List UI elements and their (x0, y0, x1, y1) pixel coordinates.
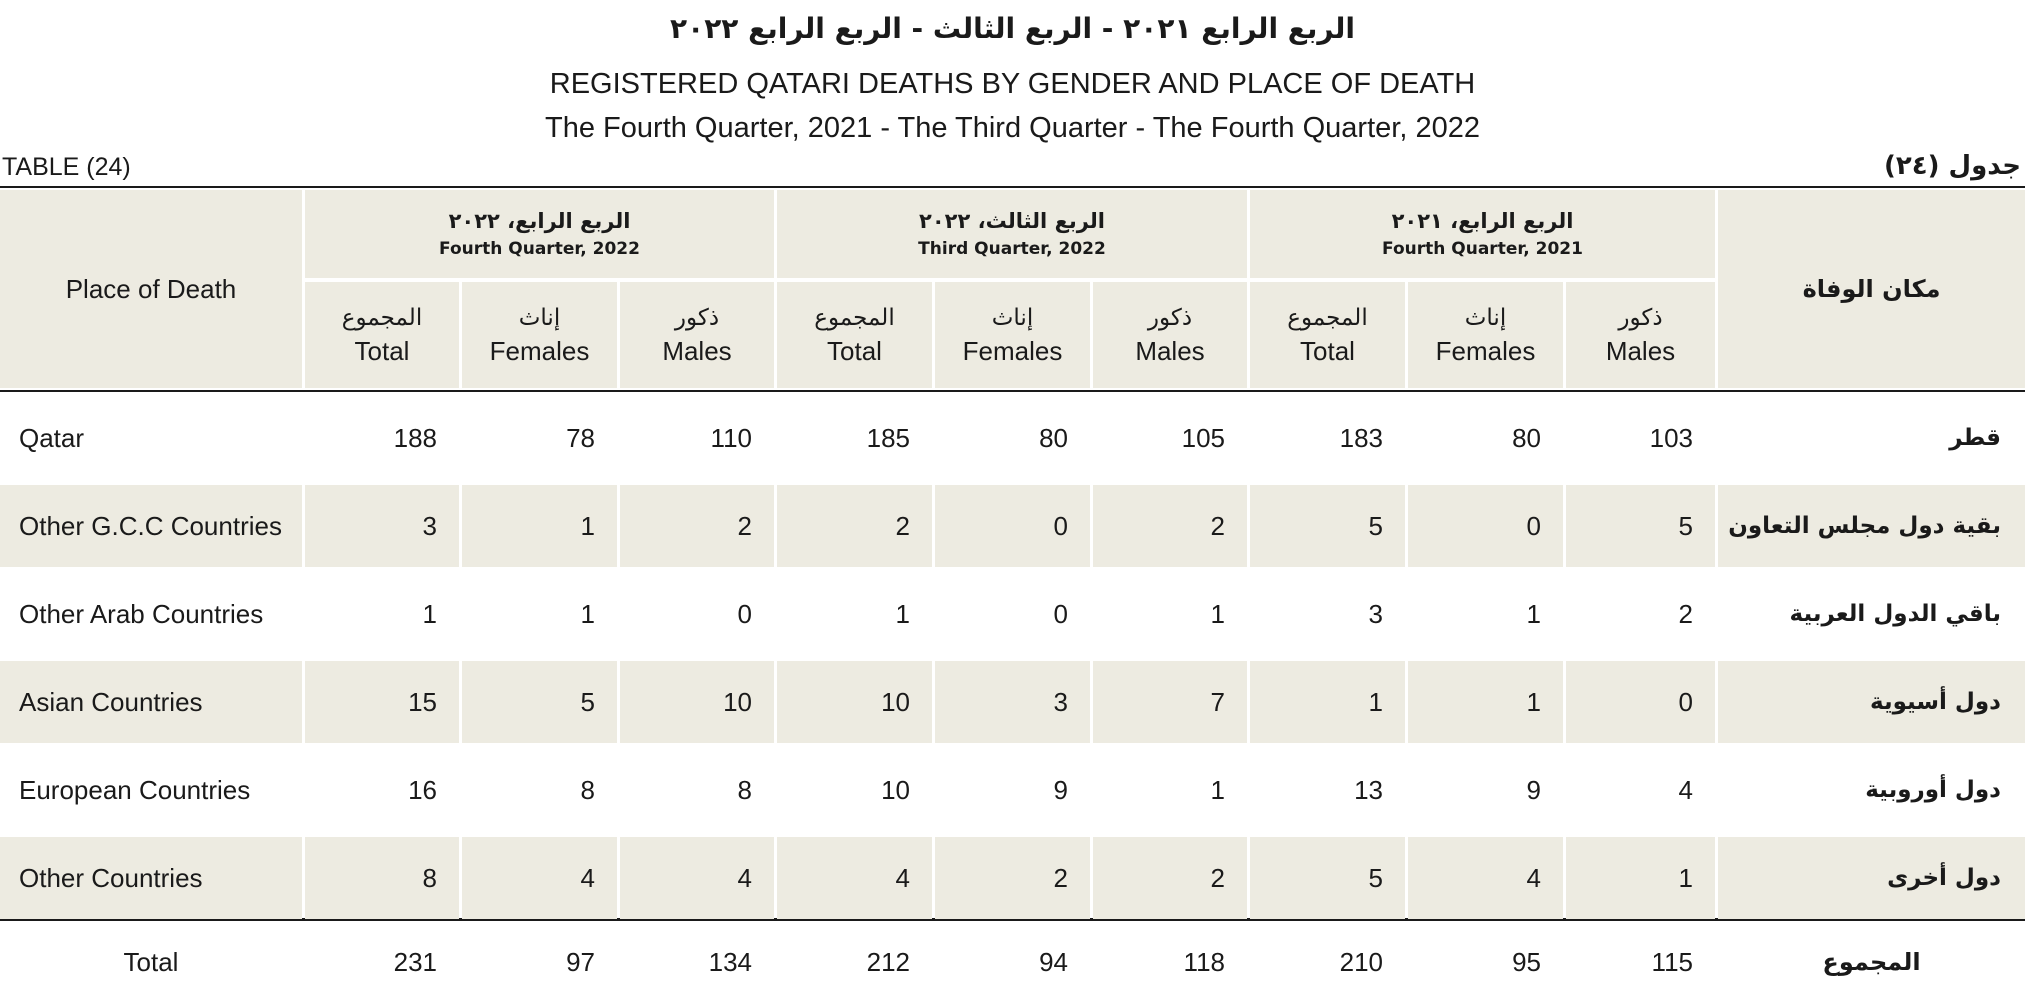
table-cell: 1 (1210, 598, 1225, 629)
column-label: Males (1605, 336, 1676, 366)
table-cell: 4 (1408, 837, 1563, 919)
total-cell: 118 (1183, 946, 1225, 977)
row-label-arabic-gcc: بقية دول مجلس التعاون (1718, 485, 2025, 567)
column-header-females (1408, 282, 1563, 388)
quarter-label-arabic: الربع الرابع، ٢٠٢١ (1391, 209, 1574, 233)
table-cell: 5 (462, 661, 617, 743)
table-cell: 4 (462, 837, 617, 919)
table-cell: 0 (1053, 598, 1068, 629)
table-number: TABLE (24) (2, 153, 131, 181)
total-cell: 115 (1651, 946, 1693, 977)
table-cell: 80 (1512, 422, 1541, 453)
table-cell: 0 (935, 485, 1090, 567)
table-number-arabic: جدول (٢٤) (1883, 151, 2021, 181)
table-cell: 2 (1093, 485, 1247, 567)
table-cell: 2 (935, 837, 1090, 919)
row-label-qatar: Qatar (19, 422, 85, 453)
table-cell: 1 (1408, 661, 1563, 743)
table-cell: 78 (566, 422, 595, 453)
total-cell: 212 (866, 946, 910, 977)
table-cell: 1 (1526, 598, 1541, 629)
table-top-rule (0, 186, 2025, 188)
table-cell: 1 (1210, 774, 1225, 805)
total-row-label: Total (123, 946, 179, 977)
row-label-arabic-arab: باقي الدول العربية (1789, 601, 2001, 627)
table-cell: 0 (737, 598, 752, 629)
table-cell: 3 (305, 485, 459, 567)
column-label-arabic: المجموع (1287, 305, 1368, 331)
column-header-males (1093, 282, 1247, 388)
table-cell: 10 (881, 774, 910, 805)
column-label: Females (962, 336, 1063, 366)
table-cell: 0 (1566, 661, 1715, 743)
row-label-other: Other Countries (0, 837, 302, 919)
table-cell: 5 (1250, 485, 1405, 567)
quarter-header-q4-2022 (305, 190, 774, 278)
column-label-arabic: ذكور (1147, 305, 1193, 331)
table-cell: 185 (866, 422, 910, 453)
column-label-arabic: المجموع (341, 305, 423, 331)
table-cell: 1 (580, 598, 595, 629)
column-label: Total (1300, 336, 1355, 366)
table-cell: 188 (393, 422, 437, 453)
quarter-header-q4-2021 (1250, 190, 1715, 278)
column-label: Total (354, 336, 410, 366)
column-header-total (305, 282, 459, 388)
row-label-european: European Countries (19, 774, 251, 805)
table-cell: 105 (1181, 422, 1225, 453)
quarter-label: Fourth Quarter, 2021 (1382, 239, 1583, 259)
table-cell: 8 (737, 774, 752, 805)
quarter-label-arabic: الربع الثالث، ٢٠٢٢ (919, 209, 1105, 233)
column-label-arabic: ذكور (1618, 305, 1663, 331)
table-cell: 2 (1093, 837, 1247, 919)
table-cell: 2 (620, 485, 774, 567)
table-cell: 1 (462, 485, 617, 567)
table-cell: 1 (895, 598, 910, 629)
column-header-females (935, 282, 1090, 388)
table-cell: 3 (1368, 598, 1383, 629)
table-cell: 13 (1354, 774, 1383, 805)
table-cell: 15 (305, 661, 459, 743)
total-cell: 94 (1039, 946, 1068, 977)
quarter-label: Fourth Quarter, 2022 (439, 239, 640, 259)
table-cell: 4 (1678, 774, 1693, 805)
row-label-arabic-qatar: قطر (1949, 425, 2001, 451)
table-cell: 9 (1053, 774, 1068, 805)
row-label-arabic-other: دول أخرى (1718, 837, 2025, 919)
table-cell: 4 (620, 837, 774, 919)
table-cell: 16 (408, 774, 437, 805)
column-label: Males (662, 336, 732, 366)
header-bottom-rule (0, 390, 2025, 392)
row-label-arab: Other Arab Countries (19, 598, 264, 629)
column-header-males (620, 282, 774, 388)
table-cell: 2 (777, 485, 932, 567)
table-cell: 8 (305, 837, 459, 919)
table-cell: 8 (580, 774, 595, 805)
table-cell: 10 (620, 661, 774, 743)
quarter-header-q3-2022 (777, 190, 1247, 278)
column-label-arabic: المجموع (814, 305, 895, 331)
table-cell: 110 (710, 422, 752, 453)
column-header-total (1250, 282, 1405, 388)
table-cell: 2 (1678, 598, 1693, 629)
table-cell: 183 (1339, 422, 1383, 453)
quarter-label: Third Quarter, 2022 (918, 239, 1106, 259)
total-cell: 210 (1339, 946, 1383, 977)
total-row-label-arabic: المجموع (1822, 948, 1921, 976)
row-label-arabic-asian: دول أسيوية (1718, 661, 2025, 743)
row-label-asian: Asian Countries (0, 661, 302, 743)
total-cell: 134 (708, 946, 752, 977)
column-label-arabic: ذكور (674, 305, 720, 331)
table-cell: 5 (1250, 837, 1405, 919)
column-label: Females (1435, 336, 1536, 366)
table-cell: 80 (1039, 422, 1068, 453)
page-title: REGISTERED QATARI DEATHS BY GENDER AND PLACE OF DEATH (549, 68, 1476, 100)
column-label: Males (1135, 336, 1205, 366)
column-header-females (462, 282, 617, 388)
table-cell: 1 (1566, 837, 1715, 919)
row-header-label: Place of Death (0, 190, 302, 388)
column-label-arabic: إناث (991, 305, 1034, 331)
table-cell: 103 (1649, 422, 1693, 453)
row-label-gcc: Other G.C.C Countries (0, 485, 302, 567)
row-header-label-arabic: مكان الوفاة (1718, 190, 2025, 388)
column-label-arabic: إناث (1464, 305, 1507, 331)
total-cell: 95 (1512, 946, 1541, 977)
total-cell: 231 (393, 946, 437, 977)
table-cell: 9 (1526, 774, 1541, 805)
column-label: Total (827, 336, 882, 366)
quarter-label-arabic: الربع الرابع، ٢٠٢٢ (448, 209, 631, 233)
table-cell: 4 (777, 837, 932, 919)
page-title-arabic: الربع الرابع ٢٠٢١ - الربع الثالث - الربع الرابع ٢٠٢٢ (670, 12, 1355, 45)
page-subtitle: The Fourth Quarter, 2021 - The Third Quarter - The Fourth Quarter, 2022 (545, 112, 1480, 144)
row-label-arabic-european: دول أوروبية (1865, 777, 2001, 803)
table-cell: 5 (1566, 485, 1715, 567)
table-cell: 1 (1250, 661, 1405, 743)
table-cell: 10 (777, 661, 932, 743)
column-header-total (777, 282, 932, 388)
column-header-males (1566, 282, 1715, 388)
table-cell: 1 (422, 598, 437, 629)
column-label: Females (489, 336, 590, 366)
column-label-arabic: إناث (518, 305, 561, 331)
table-cell: 0 (1408, 485, 1563, 567)
table-cell: 3 (935, 661, 1090, 743)
table-cell: 7 (1093, 661, 1247, 743)
total-cell: 97 (566, 946, 595, 977)
